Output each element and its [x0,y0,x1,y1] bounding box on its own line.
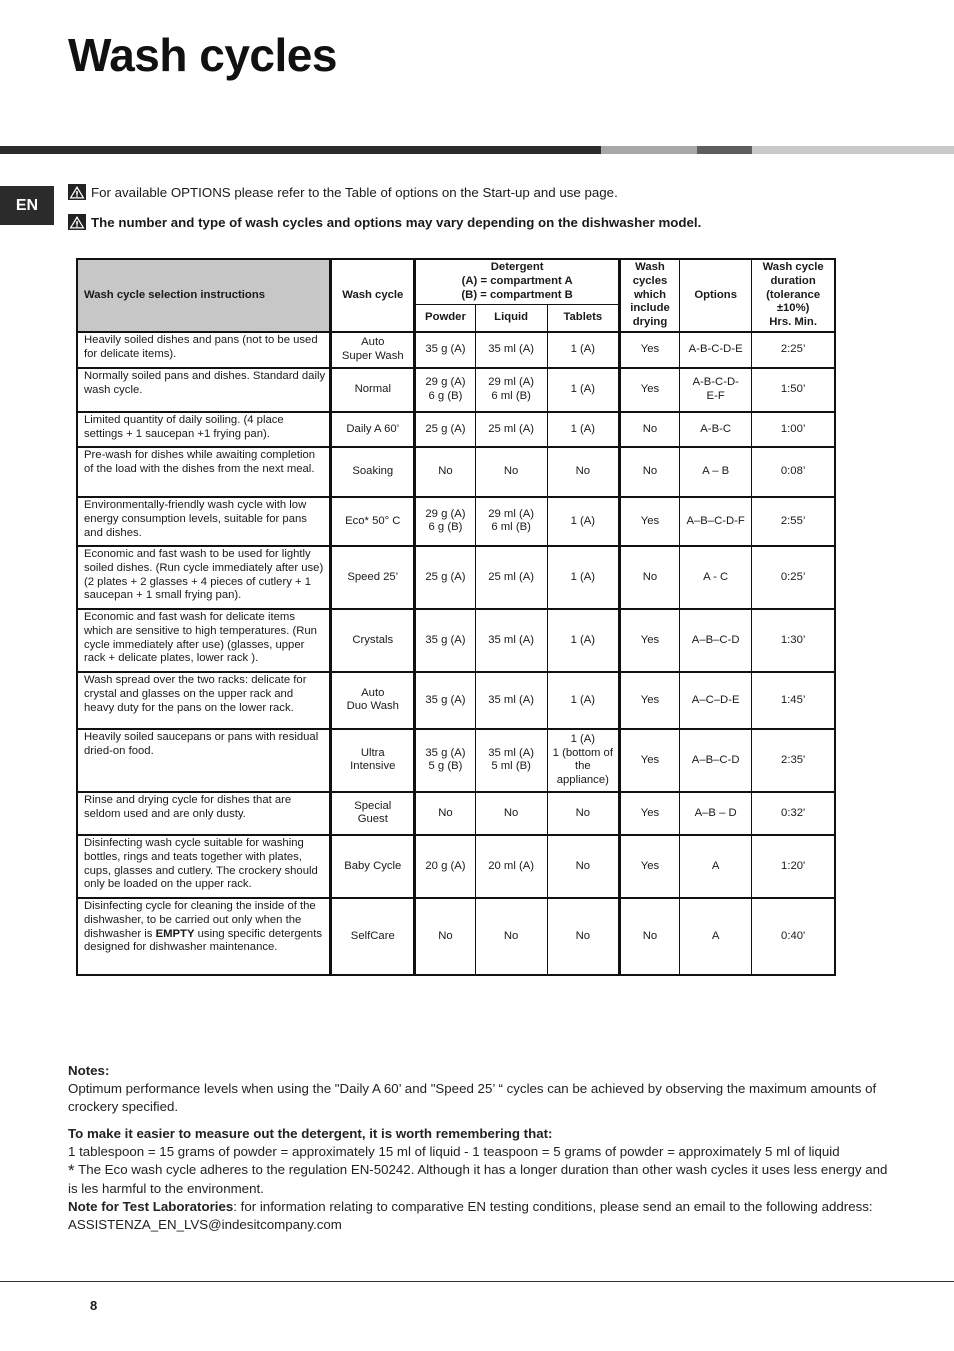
table-row [77,332,835,368]
cell-options-text: A–B–C-D-F [686,514,745,527]
cell-wash-cycle [331,497,415,546]
header-drying [619,259,679,332]
cell-tablets [547,332,619,368]
cell-duration [752,609,835,672]
cell-wash-cycle-text: Guest [357,813,388,826]
cell-powder [415,412,475,447]
cell-duration-text: 1:45’ [780,693,806,706]
table-row [77,835,835,898]
header-drying-line: cycles [632,274,668,287]
cell-powder-text: 25 g (A) [425,570,466,583]
cell-drying [619,729,679,792]
cell-duration [752,368,835,412]
cell-instructions-text: Disinfecting cycle for cleaning the inside of the dishwasher, to be carried out only when the dishwasher is EMPTY using specific detergents designed for dishwasher maintenance. [84,899,322,954]
cell-powder-text: 6 g (B) [428,521,463,534]
cell-instructions-text: Pre-wash for dishes while awaiting completion of the load with the dishes from the next meal. [84,448,316,475]
cell-options [680,368,752,412]
header-detergent-title: Detergent [490,261,544,274]
cell-instructions [77,546,331,609]
cell-wash-cycle-text: Auto [361,336,385,349]
cell-liquid [475,447,547,497]
notes-measure-heading: To make it easier to measure out the detergent, it is worth remembering that: [68,1126,553,1141]
cell-options [680,792,752,835]
cell-liquid-text: 29 ml (A) [488,507,535,520]
cell-drying [619,497,679,546]
warning-triangle-icon [68,184,86,200]
cell-drying-text: Yes [640,633,660,646]
header-drying-line: which [633,288,666,301]
cell-options [680,497,752,546]
cell-drying-text: No [642,422,658,435]
cell-liquid [475,412,547,447]
cell-wash-cycle [331,546,415,609]
cell-tablets-text: 1 (A) [570,693,596,706]
cell-liquid-text: 29 ml (A) [488,376,535,389]
cell-duration-text: 0:40' [781,929,806,942]
header-duration-line: Hrs. Min. [769,316,817,329]
cell-drying [619,332,679,368]
notes-measure-text: 1 tablespoon = 15 grams of powder = approximately 15 ml of liquid - 1 teaspoon = 5 grams of powder = approximately 5 ml of liquid [68,1144,840,1159]
notes-section [68,1062,888,1234]
cell-drying-text: No [642,929,658,942]
cell-options-text: A - C [703,570,729,583]
cell-liquid-text: 20 ml (A) [488,859,535,872]
cell-tablets [547,412,619,447]
header-detergent-a: (A) = compartment A [461,275,573,288]
cell-instructions-text: Limited quantity of daily soiling. (4 place settings + 1 saucepan +1 frying pan). [84,413,284,440]
cell-options [680,546,752,609]
cell-liquid-text: 35 ml (A) [488,633,535,646]
cell-drying [619,609,679,672]
cell-wash-cycle [331,447,415,497]
cell-liquid-text: 35 ml (A) [488,693,535,706]
header-rule [0,146,601,154]
cell-duration-text: 0:08’ [780,465,806,478]
header-liquid: Liquid [475,305,547,332]
cell-wash-cycle [331,898,415,975]
notes-lab-text: : for information relating to comparative EN testing conditions, please send an email to the following address: ASSISTENZA_EN_LVS@indesitcompany.com [68,1199,873,1232]
model-warning [68,214,701,230]
cell-powder-text: 5 g (B) [428,760,463,773]
cell-tablets [547,609,619,672]
cell-drying-text: No [642,570,658,583]
cell-options [680,898,752,975]
cell-duration [752,729,835,792]
cell-tablets-text: 1 (A) [570,514,596,527]
header-duration-line: duration [770,274,816,287]
cell-powder [415,609,475,672]
header-duration-line: ±10%) [776,302,810,315]
cell-liquid-text: 25 ml (A) [488,422,535,435]
cell-wash-cycle-text: Super Wash [341,349,404,362]
cell-duration [752,546,835,609]
table-row [77,368,835,412]
cell-tablets [547,497,619,546]
cell-powder-text: 35 g (A) [425,633,466,646]
notes-lab [68,1198,888,1234]
cell-options-text: A–C–D-E [691,693,740,706]
cell-instructions-text: Economic and fast wash to be used for lightly soiled dishes. (Run cycle immediately after use) (2 plates + 2 glasses + 4 pieces of cutlery + 1 saucepan + 1 small frying pan). [84,547,324,602]
header-detergent-b: (B) = compartment B [461,288,573,301]
warning-text: The number and type of wash cycles and options may vary depending on the dishwasher model. [91,214,702,230]
notes-heading: Notes: [68,1063,110,1078]
cell-duration [752,835,835,898]
notes-eco-text: The Eco wash cycle adheres to the regulation EN-50242. Although it has a longer duration than other wash cycles it uses less energy and is les harmful to the environment. [68,1162,888,1196]
cell-tablets-text: No [575,929,591,942]
cell-instructions [77,792,331,835]
asterisk: * [68,1161,75,1180]
cell-liquid [475,792,547,835]
wash-cycles-table [76,258,836,976]
cell-liquid-text: 35 ml (A) [488,343,535,356]
cell-instructions [77,898,331,975]
notes-lab-label: Note for Test Laboratories [68,1199,234,1214]
notes-performance: Optimum performance levels when using the "Daily A 60’ and "Speed 25’ “ cycles can be achieved by observing the maximum amounts of crockery specified. [68,1081,877,1114]
cell-instructions [77,672,331,729]
cell-wash-cycle [331,332,415,368]
cell-drying [619,447,679,497]
cell-options [680,729,752,792]
table-row [77,546,835,609]
cell-liquid [475,497,547,546]
cell-powder [415,497,475,546]
cell-drying-text: No [642,465,658,478]
cell-liquid [475,609,547,672]
cell-duration [752,447,835,497]
cell-powder [415,332,475,368]
warning-triangle-icon [68,214,86,230]
cell-powder-text: No [438,929,453,942]
cell-drying-text: Yes [640,514,660,527]
table-row [77,729,835,792]
cell-tablets [547,672,619,729]
cell-liquid-text: No [503,929,519,942]
cell-liquid [475,332,547,368]
cell-duration-text: 2:55’ [780,514,806,527]
cell-wash-cycle-text: Speed 25’ [347,570,399,583]
cell-instructions [77,412,331,447]
cell-options-text: A [711,929,720,942]
cell-wash-cycle-text: Normal [354,383,391,396]
cell-tablets [547,546,619,609]
cell-wash-cycle [331,672,415,729]
header-duration [752,259,835,332]
cell-powder-text: 35 g (A) [425,746,466,759]
cell-powder [415,546,475,609]
cell-liquid [475,546,547,609]
cell-options-text: A–B–C-D [691,753,740,766]
cell-options [680,412,752,447]
cell-duration-text: 2:35' [781,753,806,766]
header-duration-line: (tolerance [766,288,821,301]
notes-eco [68,1161,888,1198]
cell-powder-text: No [438,806,453,819]
cell-wash-cycle-text: Special [354,799,392,812]
language-tab: EN [0,186,54,225]
table-row [77,792,835,835]
cell-wash-cycle [331,368,415,412]
cell-options-text: A–B–C-D [691,633,740,646]
cell-instructions [77,368,331,412]
header-instructions: Wash cycle selection instructions [77,259,331,332]
cell-drying-text: Yes [640,806,660,819]
cell-powder-text: 20 g (A) [425,859,466,872]
header-drying-line: drying [632,316,668,329]
cell-drying [619,792,679,835]
cell-wash-cycle-text: Eco* 50° C [345,514,401,527]
cell-instructions [77,332,331,368]
cell-options-text: A–B – D [694,806,737,819]
cell-duration-text: 0:25’ [780,570,806,583]
cell-wash-cycle-text: Ultra [360,746,385,759]
cell-instructions-text: Environmentally-friendly wash cycle with low energy consumption levels, suitable for pans and dishes. [84,498,307,539]
cell-duration [752,332,835,368]
cell-wash-cycle-text: Crystals [352,633,394,646]
cell-tablets [547,368,619,412]
cell-liquid-text: 25 ml (A) [488,570,535,583]
cell-wash-cycle-text: SelfCare [350,929,395,942]
cell-instructions [77,609,331,672]
cell-instructions [77,497,331,546]
table-row [77,672,835,729]
cell-powder [415,835,475,898]
cell-wash-cycle-text: Auto [361,686,385,699]
cell-instructions [77,835,331,898]
page-title: Wash cycles [68,29,337,81]
cell-tablets-text: 1 (bottom of the appliance) [552,746,613,787]
cell-liquid [475,898,547,975]
header-powder: Powder [415,305,475,332]
cell-tablets-text: No [575,859,591,872]
cell-liquid-text: 6 ml (B) [491,389,531,402]
cell-instructions-text: Heavily soiled saucepans or pans with residual dried-on food. [84,730,319,757]
header-drying-line: include [630,302,670,315]
cell-duration-text: 1:50’ [780,383,806,396]
cell-powder [415,672,475,729]
cell-tablets [547,792,619,835]
cell-instructions [77,729,331,792]
cell-tablets [547,835,619,898]
cell-liquid-text: 6 ml (B) [491,521,531,534]
cell-duration-text: 1:00’ [780,422,806,435]
cell-wash-cycle-text: Soaking [352,465,394,478]
cell-powder-text: 29 g (A) [425,507,466,520]
cell-duration [752,792,835,835]
header-tablets: Tablets [547,305,619,332]
cell-tablets [547,898,619,975]
cell-powder [415,447,475,497]
cell-instructions-text: Disinfecting wash cycle suitable for washing bottles, rings and teats together with plates, cups, glasses and cutlery. The crockery should only be loaded on the upper rack. [84,836,318,891]
cell-powder-text: No [438,465,453,478]
cell-drying-text: Yes [640,859,660,872]
table-row [77,412,835,447]
cell-powder [415,368,475,412]
cell-drying-text: Yes [640,383,660,396]
cell-wash-cycle-text: Baby Cycle [344,859,402,872]
cell-options-text: A-B-C-D- [692,376,739,389]
cell-powder-text: 35 g (A) [425,693,466,706]
cell-tablets-text: 1 (A) [570,732,596,745]
header-rule-segment [752,146,954,154]
cell-instructions-text: Economic and fast wash for delicate items which are sensitive to high temperatures. (Run cycle immediately after use) (glasses, upper rack + delicate plates, lower rack ). [84,610,317,665]
cell-tablets [547,447,619,497]
cell-duration [752,412,835,447]
cell-liquid [475,368,547,412]
cell-powder-text: 29 g (A) [425,376,466,389]
cell-powder-text: 25 g (A) [425,422,466,435]
cell-drying [619,835,679,898]
cell-instructions-text: Rinse and drying cycle for dishes that are seldom used and are only dusty. [84,793,292,820]
table-row [77,497,835,546]
cell-instructions-text: Heavily soiled dishes and pans (not to be used for delicate items). [84,333,318,360]
table-row [77,447,835,497]
cell-tablets-text: 1 (A) [570,422,596,435]
cell-drying [619,672,679,729]
table-row [77,609,835,672]
cell-drying [619,412,679,447]
cell-liquid-text: 5 ml (B) [491,760,531,773]
header-options: Options [680,259,752,332]
cell-duration-text: 2:25’ [780,343,806,356]
cell-options [680,332,752,368]
cell-instructions [77,447,331,497]
cell-options [680,447,752,497]
cell-powder-text: 6 g (B) [428,389,463,402]
cell-liquid [475,672,547,729]
cell-wash-cycle-text: Duo Wash [346,700,399,713]
cell-drying [619,898,679,975]
cell-powder [415,729,475,792]
cell-wash-cycle-text: Daily A 60’ [346,422,400,435]
cell-options [680,672,752,729]
header-duration-line: Wash cycle [762,261,824,273]
cell-drying-text: Yes [640,693,660,706]
cell-options-text: A – B [702,465,730,478]
page-number: 8 [90,1298,98,1313]
header-rule-segment [697,146,752,154]
table-row [77,898,835,975]
cell-options [680,835,752,898]
cell-instructions-text: Normally soiled pans and dishes. Standard daily wash cycle. [84,369,326,396]
cell-duration-text: 0:32' [781,806,806,819]
cell-tablets-text: 1 (A) [570,383,596,396]
cell-wash-cycle [331,412,415,447]
cell-wash-cycle-text: Intensive [350,760,396,773]
cell-wash-cycle [331,835,415,898]
cell-liquid-text: No [503,465,519,478]
cell-powder [415,792,475,835]
cell-drying-text: Yes [640,343,660,356]
header-drying-line: Wash [635,261,665,273]
cell-drying [619,368,679,412]
cell-options-text: A-B-C-D-E [688,343,743,356]
options-warning [68,184,618,200]
cell-liquid [475,835,547,898]
cell-duration-text: 1:30’ [780,633,806,646]
cell-options-text: A-B-C [700,422,732,435]
cell-options-text: E-F [706,389,725,402]
header-rule-segment [601,146,697,154]
cell-duration [752,672,835,729]
cell-duration [752,898,835,975]
cell-wash-cycle [331,729,415,792]
cell-liquid-text: No [503,806,519,819]
cell-tablets-text: No [575,806,591,819]
cell-liquid-text: 35 ml (A) [488,746,535,759]
cell-drying-text: Yes [640,753,660,766]
cell-tablets-text: 1 (A) [570,343,596,356]
cell-options-text: A [711,859,720,872]
cell-tablets-text: 1 (A) [570,633,596,646]
cell-wash-cycle [331,609,415,672]
footer-rule [0,1281,954,1282]
cell-duration [752,497,835,546]
cell-duration-text: 1:20' [781,859,806,872]
cell-tablets-text: No [575,465,591,478]
warning-text: For available OPTIONS please refer to the Table of options on the Start-up and use page. [91,184,618,200]
cell-powder-text: 35 g (A) [425,343,466,356]
cell-tablets-text: 1 (A) [570,570,596,583]
cell-powder [415,898,475,975]
header-detergent [415,259,620,305]
cell-options [680,609,752,672]
cell-instructions-text: Wash spread over the two racks: delicate for crystal and glasses on the upper rack and heavy duty for the pans on the lower rack. [84,673,307,714]
cell-drying [619,546,679,609]
cell-liquid [475,729,547,792]
cell-tablets [547,729,619,792]
cell-wash-cycle [331,792,415,835]
header-wash-cycle: Wash cycle [331,259,415,332]
